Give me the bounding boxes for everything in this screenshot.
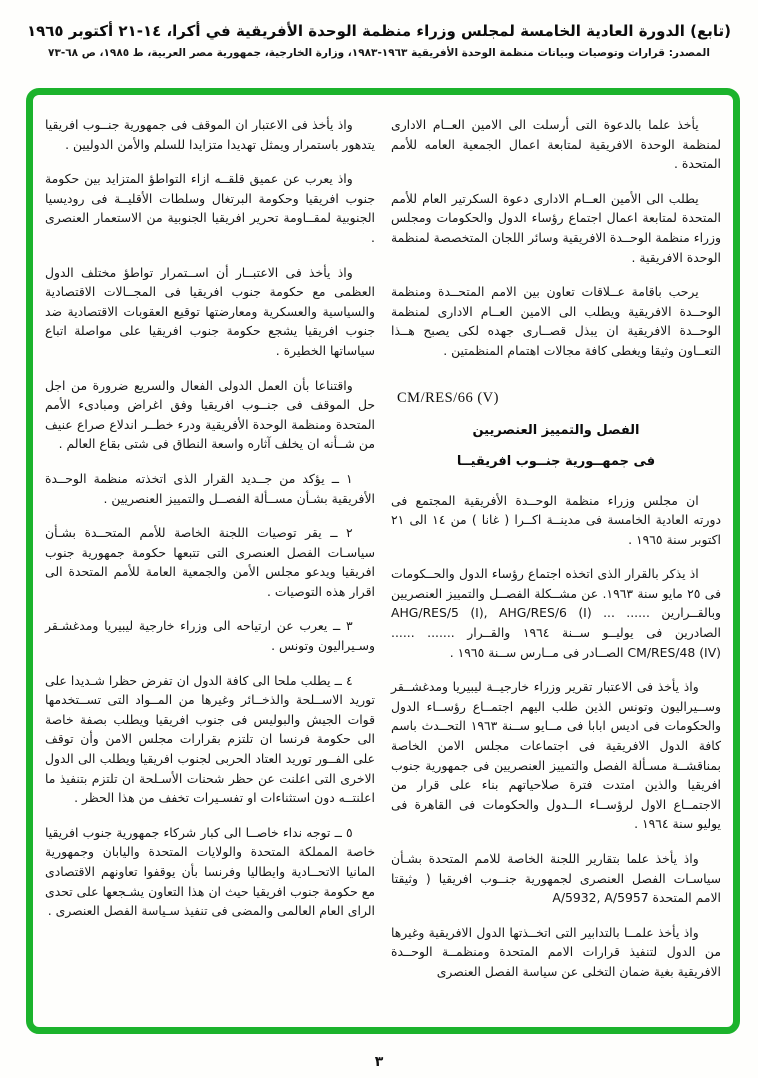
numbered-clause-5: ٥ ــ توجه نداء خاصــا الى كبار شركاء جمهورية جنوب افريقيا خاصة المملكة المتحدة والولايات المتحدة واليابان وجمهورية المانيا الاتحــادية وايطاليا وفرنسا بأن يوقفوا تعاونهم الاقتصادى مع حكومة جنوب افريقيا حيث ان هذا التعاون يشـجعها على تحدى الراى العام العالمى والمضى فى تنفيذ سـياسة الفصل العنصرى . — [45, 824, 375, 919]
preamble-paragraph: يرحب باقامة عــلاقات تعاون بين الامم المتحــدة ومنظمة الوحــدة الافريقية ويطلب الى الامين العــام الادارى لمنظمة الوحــدة الافريقية ان يبذل قصــارى جهده لكى يصبح هــذا التعــاون وثيقا ويغطى كافة مجالات اهتمام المنظمتين . — [391, 284, 721, 358]
session-title: (تابع) الدورة العادية الخامسة لمجلس وزراء منظمة الوحدة الأفريقية في أكرا، ١٤-٢١ أكتوبر ١٩٦٥ — [26, 22, 732, 40]
preamble-paragraph: واذ يأخذ فى الاعتبــار أن اســتمرار تواطؤ مختلف الدول العظمى مع حكومة جنوب افريقيا فى المجــالات الاقتصادية والسياسية والعسكرية ومعارضتها توقيع العقوبات الاقتصادية ضد جنوب افريقيا يشجع حكومة جنوب افريقيا على مواصلة اتباع سياساتها الخطيرة . — [45, 264, 375, 358]
preamble-paragraph: واذ يعرب عن عميق قلقــه ازاء التواطؤ المتزايد بين حكومة جنوب افريقيا وحكومة البرتغال وسلطات الأقليــة فى روديسيا الجنوبية لمقــاومة تحرير افريقيا الجنوبية من الاستعمار العنصرى . — [45, 171, 375, 245]
resolution-paragraph: واذ يأخذ علما بتقارير اللجنة الخاصة للامم المتحدة بشـأن سياسـات الفصل العنصرى لجمهورية جنــوب افريقيا ( وثيقتا الامم المتحدة A/5932, A/5957 — [391, 851, 721, 906]
column-left — [45, 115, 375, 1017]
source-citation: المصدر: قرارات وتوصيات وبيانات منظمة الوحدة الأفريقية ١٩٦٣-١٩٨٣، وزارة الخارجية، جمهورية مصر العربية، ط ١٩٨٥، ص ٦٨-٧٣ — [48, 47, 710, 59]
preamble-paragraph: يطلب الى الأمين العــام الادارى دعوة السكرتير العام للأمم المتحدة لمتابعة اعمال اجتماع رؤساء الدول والحكومات ومجلس وزراء منظمة الوحــدة الافريقية وسائر اللجان المتخصصة لمنظمة الوحدة الافريقية . — [391, 190, 721, 265]
numbered-clause-3: ٣ ــ يعرب عن ارتياحه الى وزراء خارجية ليبيريا ومدغشـقر وسـيراليون وتونس . — [45, 618, 375, 654]
green-border-frame — [26, 88, 740, 1034]
resolution-paragraph: واذ يأخذ فى الاعتبار تقرير وزراء خارجيــة ليبيريا ومدغشــقر وســيراليون وتونس الذين طلب اليهم اجتمــاع رؤســاء الدول والحكومات فى اديس ابابا فى مــايو ســنة ١٩٦٣ التحــدث باسم كافة الدول الافريقية فى اجتماعات مجلس الامن الخاصة بمناقشــة مسـألة الفصل والتمييز العنصريين فى جمهورية جنوب افريقيا والذين امتدت فترة صلاحياتهم بناء على قرار من الاجتمــاع الاول لرؤســاء الــدول والحكومات فى القاهرة فى يوليو سنة ١٩٦٤ . — [391, 679, 722, 832]
page-header — [0, 22, 758, 59]
resolution-title-line-1: الفصل والتمييز العنصريين — [472, 423, 640, 439]
preamble-paragraph: واقتناعا بأن العمل الدولى الفعال والسريع ضرورة من اجل حل الموقف فى جنــوب افريقيا وفق اغراض ومبادىء الأمم المتحدة ومنظمة الوحدة الأفريقية ودرء خطــر اندلاع صراع عنيف من شــأنه ان يخلف آثاره واسعة النطاق فى شتى بقاع العالم . — [45, 377, 375, 452]
column-right — [391, 115, 721, 1017]
numbered-clause-2: ٢ ــ يقر توصيات اللجنة الخاصة للأمم المتحــدة بشـأن سياسـات الفصل العنصرى التى تتبعها حكومة جمهورية جنوب افريقيا ويدعو مجلس الأمن والجمعية العامة للأمم المتحدة الى اقرار هذه التوصيات . — [45, 525, 375, 599]
page-number: ٣ — [374, 1054, 384, 1070]
numbered-clause-4: ٤ ــ يطلب ملحا الى كافة الدول ان تفرض حظرا شـديدا على توريد الاســلحة والذخــائر وغيرها من المــواد التى تســتخدمها قوات الجيش والبوليس فى جنوب افريقيا ويطلب بصفة خاصة الى حكومة فرنسا ان تلتزم بقرارات مجلس الامن وأن توقف على الفــور توريد العتاد الحربى لجنوب افريقيا ويطلب الى الدول الاخرى التى اعلنت عن حظر شحنات الأسـلحة ان تلتزم بتنفيذ ما اعلنتــه دون استثناءات او تفسـيرات تخفف من هذا الحظر . — [45, 672, 375, 806]
preamble-paragraph: يأخذ علما بالدعوة التى أرسلت الى الامين العــام الادارى لمنظمة الوحدة الافريقية لمتابعة اعمال الجمعية العامه للأمم المتحدة . — [391, 117, 721, 172]
numbered-clause-1: ١ ــ يؤكد من جــديد القرار الذى اتخذته منظمة الوحــدة الأفريقية بشـأن مســألة الفصــل والتمييز العنصريين . — [45, 470, 375, 506]
resolution-paragraph: اذ يذكر بالقرار الذى اتخذه اجتماع رؤساء الدول والحــكومات فى ٢٥ مايو سنة ١٩٦٣. عن مشــكلة الفصــل والتمييز العنصريين وبالقــرارين ...... ... AHG/RES/5 (I), AHG/RES/6 (I) الصادرين فى يوليــو ســنة ١٩٦٤ والقــرار ....... ...... CM/RES/48 (IV) الصــادر فى مــارس ســنة ١٩٦٥ . — [391, 566, 721, 660]
resolution-title-line-2: فى جمهــورية جنــوب افريقيــا — [456, 453, 656, 469]
preamble-paragraph: واذ يأخذ فى الاعتبار ان الموقف فى جمهورية جنــوب افريقيا يتدهور باستمرار ويمثل تهديدا متزايدا للسلم والأمن الدوليين . — [45, 117, 375, 152]
resolution-reference-code: CM/RES/66 (V) — [397, 389, 499, 406]
resolution-paragraph: واذ يأخذ علمــا بالتدابير التى اتخــذتها الدول الافريقية وغيرها من الدول لتنفيذ قرارات الامم المتحدة ومنظمــة الوحــدة الافريقية بغية ضمان التخلى عن سياسة الفصل العنصرى — [391, 924, 721, 979]
resolution-title — [391, 421, 721, 472]
resolution-paragraph: ان مجلس وزراء منظمة الوحــدة الأفريقية المجتمع فى دورته العادية الخامسة فى مدينــة اكــرا ( غانا ) من ١٤ الى ٢١ اكتوبر سنة ١٩٦٥ . — [391, 492, 721, 547]
